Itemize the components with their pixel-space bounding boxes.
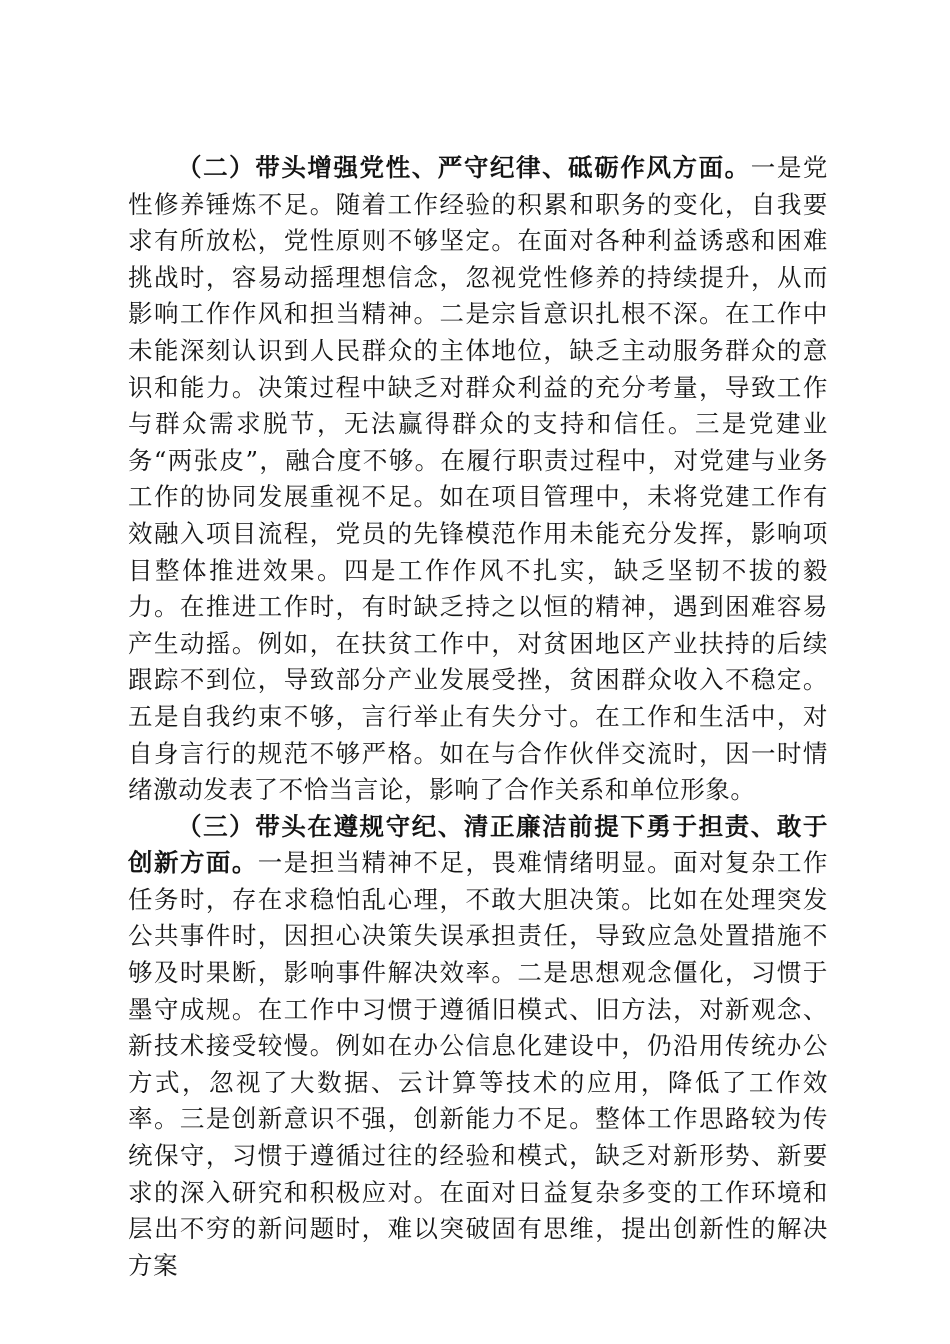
section-3-heading: （三）带头在遵规守纪、清正廉洁前提下勇于担责、敢于创新方面。 bbox=[128, 811, 828, 878]
paragraph-section-2 bbox=[128, 150, 828, 809]
section-2-body: 一是党性修养锤炼不足。随着工作经验的积累和职务的变化，自我要求有所放松，党性原则不够坚定。在面对各种利益诱惑和困难挑战时，容易动摇理想信念，忽视党性修养的持续提升，从而影响工作作风和担当精神。二是宗旨意识扎根不深。在工作中未能深刻认识到人民群众的主体地位，缺乏主动服务群众的意识和能力。决策过程中缺乏对群众利益的充分考量，导致工作与群众需求脱节，无法赢得群众的支持和信任。三是党建业务“两张皮”，融合度不够。在履行职责过程中，对党建与业务工作的协同发展重视不足。如在项目管理中，未将党建工作有效融入项目流程，党员的先锋模范作用未能充分发挥，影响项目整体推进效果。四是工作作风不扎实，缺乏坚韧不拔的毅力。在推进工作时，有时缺乏持之以恒的精神，遇到困难容易产生动摇。例如，在扶贫工作中，对贫困地区产业扶持的后续跟踪不到位，导致部分产业发展受挫，贫困群众收入不稳定。五是自我约束不够，言行举止有失分寸。在工作和生活中，对自身言行的规范不够严格。如在与合作伙伴交流时，因一时情绪激动发表了不恰当言论，影响了合作关系和单位形象。 bbox=[128, 153, 828, 805]
section-2-heading: （二）带头增强党性、严守纪律、砥砺作风方面。 bbox=[177, 153, 751, 182]
document-body bbox=[128, 150, 828, 1284]
paragraph-section-3 bbox=[128, 809, 828, 1285]
section-3-body: 一是担当精神不足，畏难情绪明显。面对复杂工作任务时，存在求稳怕乱心理，不敢大胆决策。比如在处理突发公共事件时，因担心决策失误承担责任，导致应急处置措施不够及时果断，影响事件解决效率。二是思想观念僵化，习惯于墨守成规。在工作中习惯于遵循旧模式、旧方法，对新观念、新技术接受较慢。例如在办公信息化建设中，仍沿用传统办公方式，忽视了大数据、云计算等技术的应用，降低了工作效率。三是创新意识不强，创新能力不足。整体工作思路较为传统保守，习惯于遵循过往的经验和模式，缺乏对新形势、新要求的深入研究和积极应对。在面对日益复杂多变的工作环境和层出不穷的新问题时，难以突破固有思维，提出创新性的解决方案 bbox=[128, 848, 829, 1280]
